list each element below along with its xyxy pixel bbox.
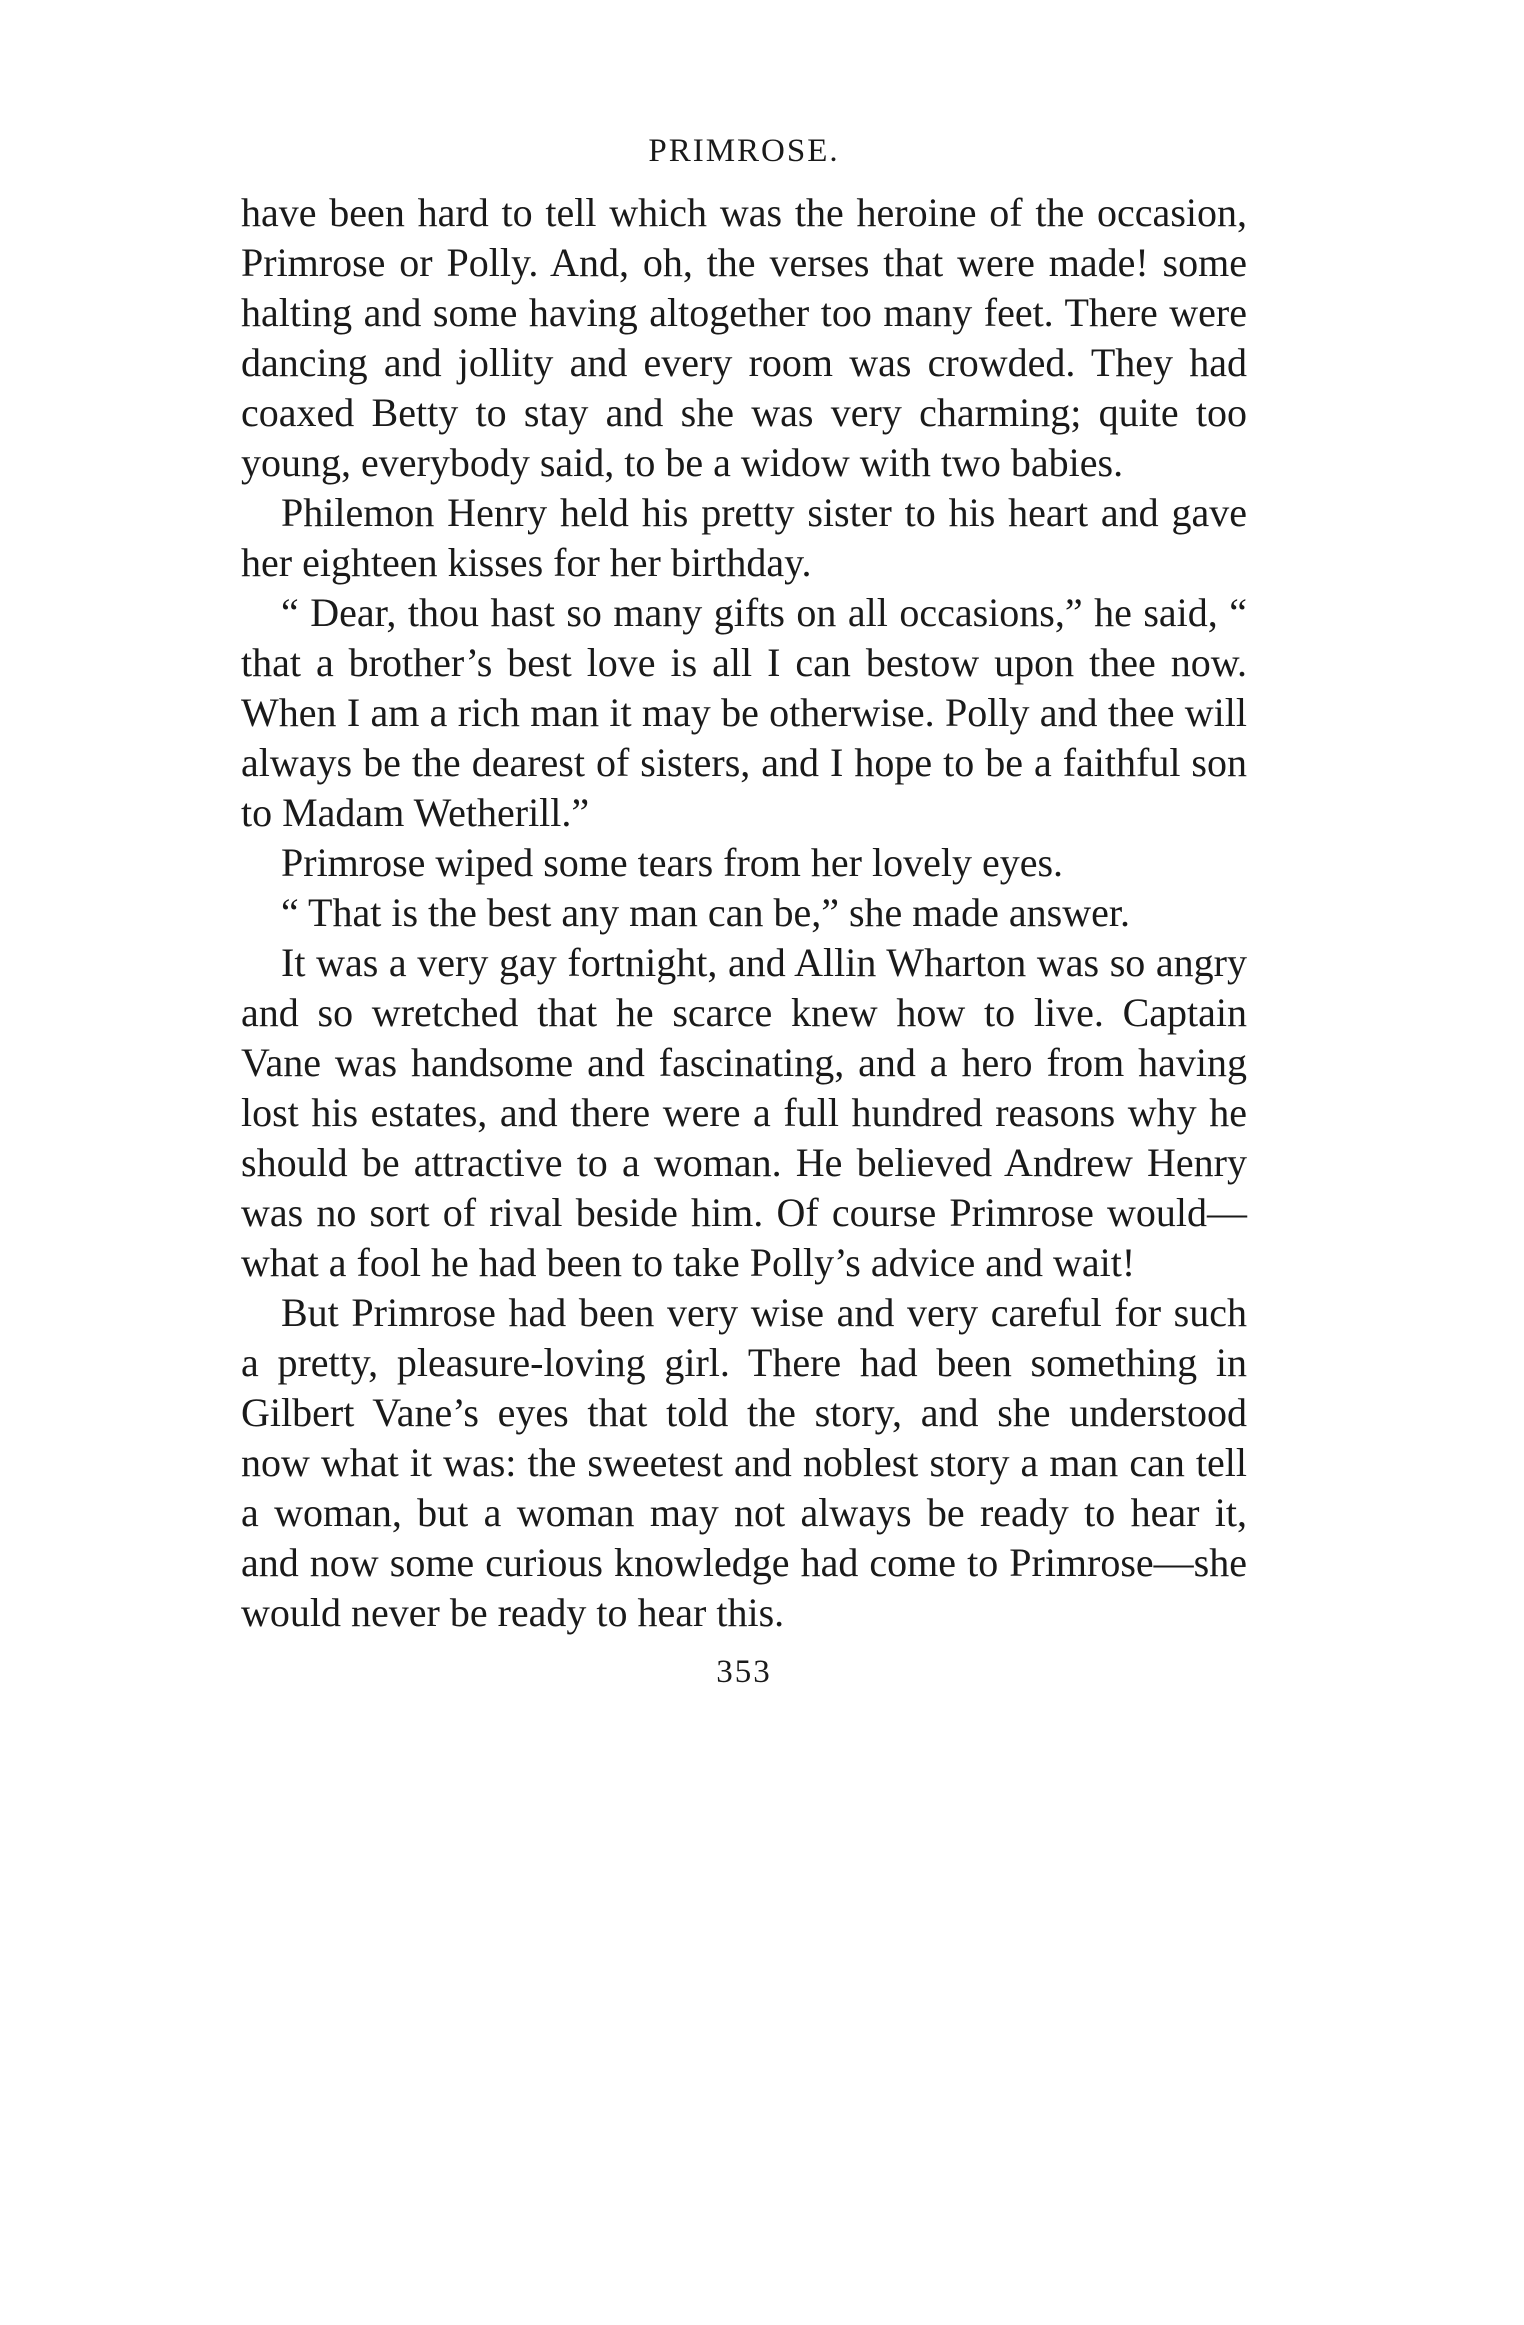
book-page [241, 128, 1247, 1691]
paragraph-gay-fortnight: It was a very gay fortnight, and Allin Wharton was so angry and so wretched that he scarce knew how to live. Captain Vane was handsome and fascinating, and a hero from having lost his estates, and there were a full hundred reasons why he should be attractive to a woman. He believed Andrew Henry was no sort of rival beside him. Of course Primrose would—what a fool he had been to take Polly’s advice and wait! [241, 940, 1247, 1285]
paragraph-continuation: have been hard to tell which was the heroine of the occasion, Primrose or Polly. And, oh, the verses that were made! some halting and some having altogether too many feet. There were dancing and jollity and every room was crowded. They had coaxed Betty to stay and she was very charming; quite too young, everybody said, to be a widow with two babies. [241, 190, 1247, 485]
paragraph-wise-careful: But Primrose had been very wise and very careful for such a pretty, pleasure-loving girl. There had been something in Gilbert Vane’s eyes that told the story, and she understood now what it was: the sweetest and noblest story a man can tell a woman, but a woman may not always be ready to hear it, and now some curious knowledge had come to Primrose—she would never be ready to hear this. [241, 1290, 1247, 1635]
paragraph-best-man: “ That is the best any man can be,” she made answer. [281, 890, 1130, 935]
paragraph-philemon: Philemon Henry held his pretty sister to his heart and gave her eighteen kisses for her birthday. [241, 490, 1247, 585]
paragraph-dear-thou: “ Dear, thou hast so many gifts on all occasions,” he said, “ that a brother’s best love is all I can bestow upon thee now. When I am a rich man it may be otherwise. Polly and thee will always be the dearest of sisters, and I hope to be a faithful son to Madam Wetherill.” [241, 590, 1247, 835]
page-number: 353 [716, 1654, 772, 1690]
paragraph-primrose-tears: Primrose wiped some tears from her lovely eyes. [281, 840, 1064, 885]
running-title: PRIMROSE. [648, 133, 840, 169]
